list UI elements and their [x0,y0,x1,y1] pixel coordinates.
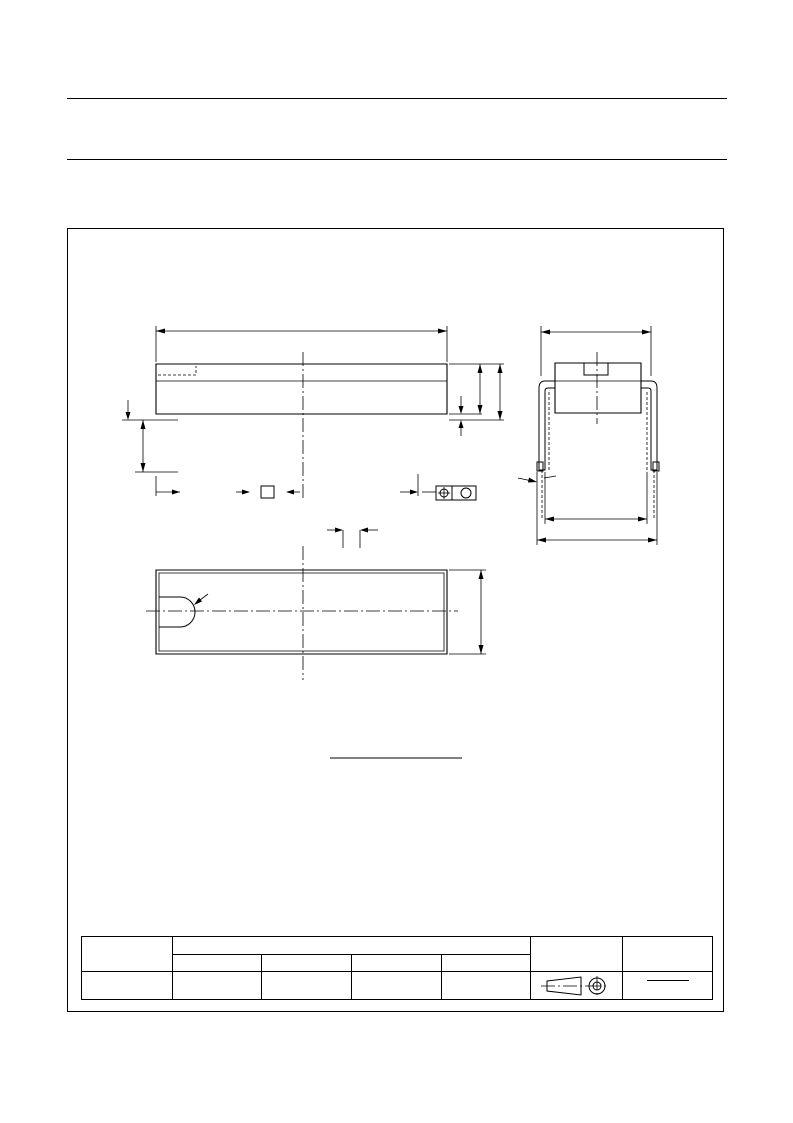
dim-pin-width-arrow-left [335,528,343,533]
references-header-cell [173,937,531,955]
mmc-circle-icon [461,488,471,498]
dim-body-width-arrow-bottom [479,645,484,654]
reference-extra-cell [442,955,531,972]
dim-overall-width-arrow-left [537,538,546,543]
end-view-lead-left [539,381,555,470]
projection-symbol-cell [531,972,623,1000]
dim-pitch-arrow-right [286,490,294,495]
dim-endlead-arrow [172,490,180,495]
reference-extra-value-cell [442,972,531,1000]
reference-eiaj-cell [352,955,442,972]
side-view [122,326,504,500]
end-view [518,326,659,545]
dim-lead-width-arrow [410,490,418,495]
outline-version-header-cell [82,937,173,972]
basic-dimension-box [261,486,274,498]
dim-lead-length-arrow-top [141,420,146,429]
dim-pin-width-arrow-right [360,528,368,533]
end-view-lead-right [641,381,657,470]
dim-pitch-arrow-left [242,490,250,495]
dim-lead-thickness-arrow [528,478,537,483]
dim-body-height-arrow-top [478,364,483,373]
outline-reference-table [81,936,713,1000]
side-view-body [156,364,447,414]
dim-row-spacing-arrow-left [545,517,554,522]
reference-iec-cell [173,955,262,972]
end-view-body [555,363,641,413]
dim-seat-height-arrow-top [498,364,503,373]
dim-seat-height-arrow-bottom [498,411,503,420]
dim-lead-thickness-leader-2 [544,476,556,478]
dim-endview-width-arrow-left [541,330,550,335]
dim-body-width-arrow-top [479,570,484,579]
dimension-table [81,802,711,888]
dim-length-arrow-left [156,329,165,334]
dim-standoff-arrow-top [459,406,464,414]
issue-date-header-cell [623,937,713,972]
dim-endview-width-arrow-right [642,330,651,335]
dim-standoff-arrow-bottom [459,420,464,428]
dim-body-height-arrow-bottom [478,405,483,414]
dim-length-arrow-right [438,329,447,334]
projection-header-cell [531,937,623,972]
third-angle-projection-icon [531,972,623,1000]
outline-version-value-cell [82,972,173,1000]
dim-lead-offset-arrow [126,412,131,420]
reference-eiaj-value-cell [352,972,442,1000]
dim-lead-length-arrow-bottom [141,463,146,472]
reference-iec-value-cell [173,972,262,1000]
dim-row-spacing-arrow-right [638,517,647,522]
reference-jedec-cell [262,955,352,972]
issue-date-value-cell [623,972,713,1000]
top-view [146,528,486,681]
top-view-body [156,570,447,654]
issue-date-rule [647,980,689,981]
reference-jedec-value-cell [262,972,352,1000]
dim-overall-width-arrow-right [648,538,657,543]
